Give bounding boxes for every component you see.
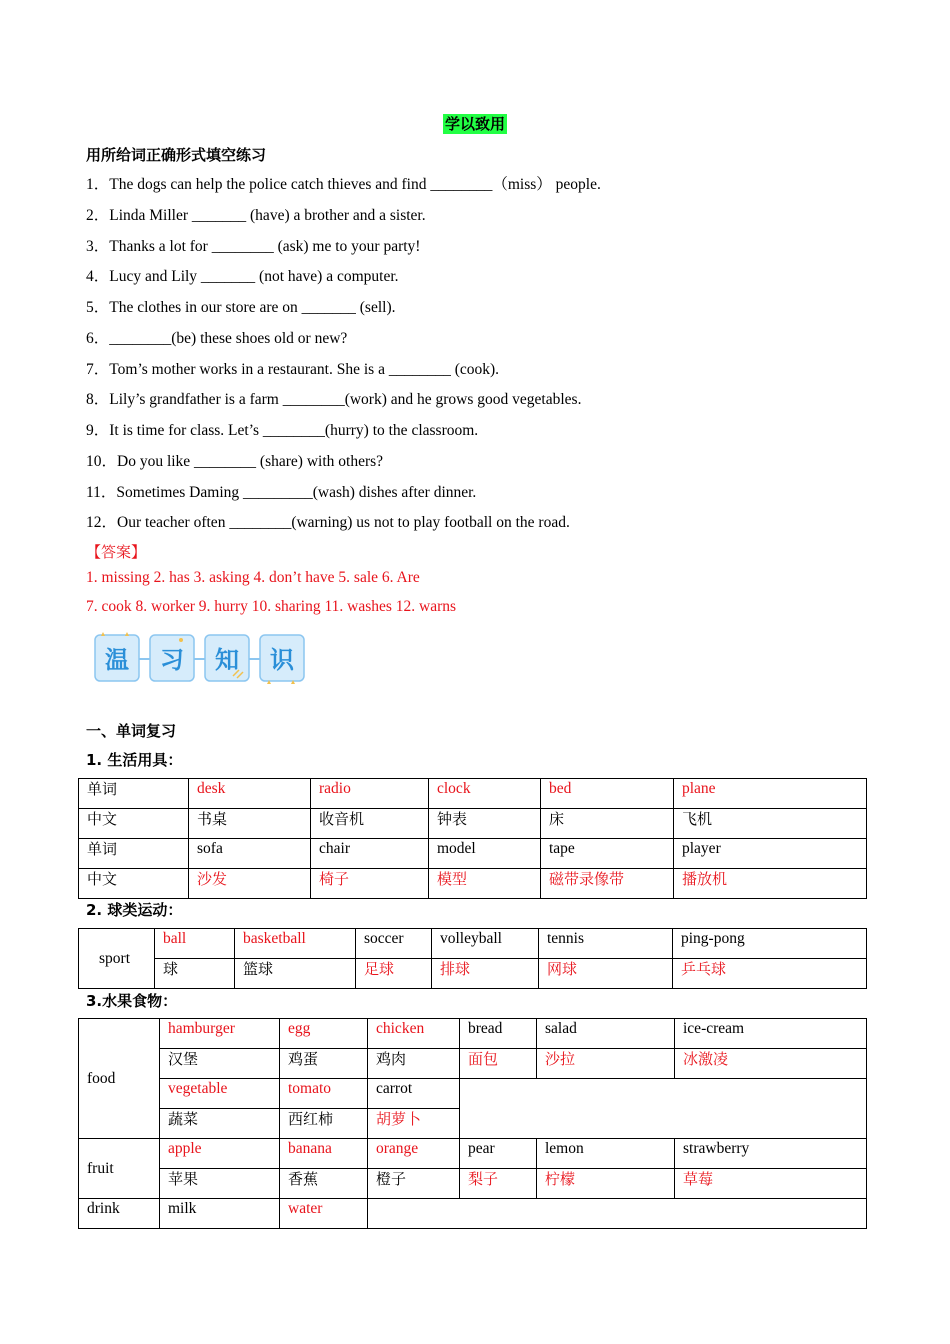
table-cell: 鸡肉 xyxy=(368,1049,460,1079)
table-row xyxy=(79,1079,867,1109)
table-cell: 柠檬 xyxy=(537,1169,675,1199)
table-cell: ball xyxy=(155,929,235,959)
table-cell: chicken xyxy=(368,1019,460,1049)
table-cell: lemon xyxy=(537,1139,675,1169)
answer-heading: 【答案】 xyxy=(86,543,147,561)
dot-icon xyxy=(179,638,183,642)
question: 12．Our teacher often ________(warning) us not to play football on the road. xyxy=(86,514,570,531)
table-cell: tape xyxy=(541,839,674,869)
table-cell: 草莓 xyxy=(675,1169,867,1199)
table-cell: player xyxy=(674,839,867,869)
table-cell: model xyxy=(429,839,541,869)
table-cell: 单词 xyxy=(79,779,189,809)
table-row xyxy=(79,779,867,809)
table-cell: 汉堡 xyxy=(160,1049,280,1079)
table-cell: bed xyxy=(541,779,674,809)
table-cell: tennis xyxy=(539,929,673,959)
table-row xyxy=(79,929,867,959)
table-cell: strawberry xyxy=(675,1139,867,1169)
exercise-heading: 用所给词正确形式填空练习 xyxy=(86,146,267,164)
table-cell: 收音机 xyxy=(311,809,429,839)
table-cell: 蔬菜 xyxy=(160,1109,280,1139)
ball-sports-table xyxy=(78,928,867,989)
question: 5．The clothes in our store are on _______ (sell). xyxy=(86,299,396,316)
table-cell: fruit xyxy=(79,1139,160,1199)
section-heading: 一、单词复习 xyxy=(86,722,177,740)
banner-char: 知 xyxy=(215,646,239,674)
food-table xyxy=(78,1018,867,1229)
table-row xyxy=(79,1199,867,1229)
table-cell: bread xyxy=(460,1019,537,1049)
table-row xyxy=(79,1169,867,1199)
question: 10．Do you like ________ (share) with others? xyxy=(86,453,384,470)
table-cell: radio xyxy=(311,779,429,809)
table-cell: 冰激凌 xyxy=(675,1049,867,1079)
question: 6．________(be) these shoes old or new? xyxy=(86,330,348,347)
table-cell: 香蕉 xyxy=(280,1169,368,1199)
table-cell: chair xyxy=(311,839,429,869)
banner-char: 识 xyxy=(270,646,294,674)
table-cell: carrot xyxy=(368,1079,460,1109)
table-cell: 床 xyxy=(541,809,674,839)
question: 1．The dogs can help the police catch thieves and find ________（miss） people. xyxy=(86,176,601,193)
table-cell: 乒乓球 xyxy=(673,959,867,989)
table-cell: 模型 xyxy=(429,869,541,899)
table-cell: 磁带录像带 xyxy=(541,869,674,899)
answer-line: 1. missing 2. has 3. asking 4. don’t have 5. sale 6. Are xyxy=(86,569,420,586)
subsection-heading: 2. 球类运动： xyxy=(86,901,183,919)
table-cell: vegetable xyxy=(160,1079,280,1109)
table-cell: 钟表 xyxy=(429,809,541,839)
subsection-heading: 3.水果食物： xyxy=(86,992,178,1010)
table-cell: 足球 xyxy=(356,959,432,989)
table-cell: ice-cream xyxy=(675,1019,867,1049)
table-cell: 沙发 xyxy=(189,869,311,899)
table-cell: 鸡蛋 xyxy=(280,1049,368,1079)
table-cell: soccer xyxy=(356,929,432,959)
table-cell: 橙子 xyxy=(368,1169,460,1199)
table-cell: 播放机 xyxy=(674,869,867,899)
table-cell: ping-pong xyxy=(673,929,867,959)
table-cell: 书桌 xyxy=(189,809,311,839)
table-cell: milk xyxy=(160,1199,280,1229)
page-title: 学以致用 xyxy=(444,115,505,133)
question: 3．Thanks a lot for ________ (ask) me to your party! xyxy=(86,238,421,255)
table-cell: sport xyxy=(79,929,155,989)
table-cell: 单词 xyxy=(79,839,189,869)
table-cell: 西红柿 xyxy=(280,1109,368,1139)
table-cell: drink xyxy=(79,1199,160,1229)
table-cell: volleyball xyxy=(432,929,539,959)
table-cell: desk xyxy=(189,779,311,809)
table-cell: water xyxy=(280,1199,368,1229)
table-cell: 网球 xyxy=(539,959,673,989)
banner-char: 温 xyxy=(105,646,129,674)
table-cell: plane xyxy=(674,779,867,809)
table-cell: 篮球 xyxy=(235,959,356,989)
question: 8．Lily’s grandfather is a farm ________(work) and he grows good vegetables. xyxy=(86,391,582,408)
table-cell: 梨子 xyxy=(460,1169,537,1199)
question: 4．Lucy and Lily _______ (not have) a computer. xyxy=(86,268,399,285)
table-cell: egg xyxy=(280,1019,368,1049)
table-cell: orange xyxy=(368,1139,460,1169)
table-cell: 沙拉 xyxy=(537,1049,675,1079)
review-banner xyxy=(93,632,307,686)
daily-items-table xyxy=(78,778,867,899)
table-row xyxy=(79,809,867,839)
table-row xyxy=(79,1139,867,1169)
table-cell: 中文 xyxy=(79,869,189,899)
table-cell: salad xyxy=(537,1019,675,1049)
table-cell: banana xyxy=(280,1139,368,1169)
question: 9．It is time for class. Let’s ________(hurry) to the classroom. xyxy=(86,422,479,439)
table-cell: hamburger xyxy=(160,1019,280,1049)
table-cell: 排球 xyxy=(432,959,539,989)
table-cell: pear xyxy=(460,1139,537,1169)
table-cell: 胡萝卜 xyxy=(368,1109,460,1139)
table-row xyxy=(79,1049,867,1079)
table-row xyxy=(79,959,867,989)
table-row xyxy=(79,869,867,899)
banner-char: 习 xyxy=(160,646,184,674)
empty-cell xyxy=(460,1079,867,1139)
table-cell: 球 xyxy=(155,959,235,989)
table-cell: 飞机 xyxy=(674,809,867,839)
subsection-heading: 1. 生活用具： xyxy=(86,751,183,769)
question: 11．Sometimes Daming _________(wash) dishes after dinner. xyxy=(86,484,477,501)
table-cell: sofa xyxy=(189,839,311,869)
table-cell: food xyxy=(79,1019,160,1139)
table-cell: apple xyxy=(160,1139,280,1169)
question: 7．Tom’s mother works in a restaurant. She is a ________ (cook). xyxy=(86,361,500,378)
table-cell: basketball xyxy=(235,929,356,959)
table-cell: tomato xyxy=(280,1079,368,1109)
table-cell: 椅子 xyxy=(311,869,429,899)
table-row xyxy=(79,839,867,869)
table-cell: clock xyxy=(429,779,541,809)
table-cell: 苹果 xyxy=(160,1169,280,1199)
table-cell: 面包 xyxy=(460,1049,537,1079)
question: 2．Linda Miller _______ (have) a brother and a sister. xyxy=(86,207,426,224)
empty-cell xyxy=(368,1199,867,1229)
table-row xyxy=(79,1019,867,1049)
answer-line: 7. cook 8. worker 9. hurry 10. sharing 11. washes 12. warns xyxy=(86,598,457,615)
table-cell: 中文 xyxy=(79,809,189,839)
